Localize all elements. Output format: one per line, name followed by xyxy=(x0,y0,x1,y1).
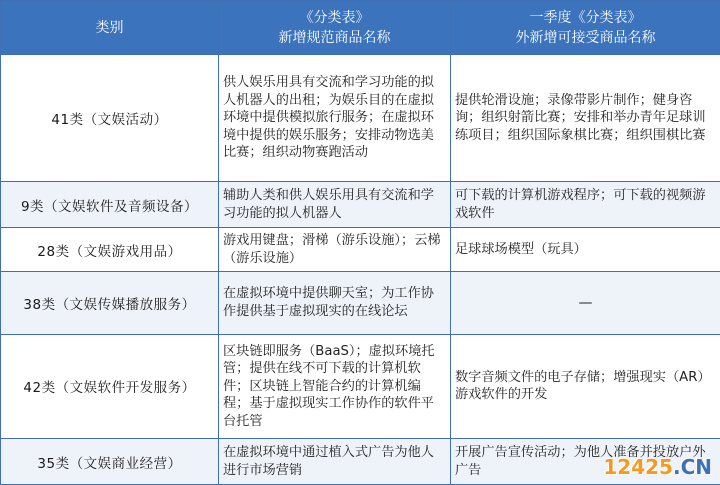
row-acceptable-names: 数字音频文件的电子存储；增强现实（AR）游戏软件的开发 xyxy=(451,334,720,438)
header-acceptable-line2: 外新增可接受商品名称 xyxy=(515,29,656,46)
site-watermark xyxy=(603,455,712,479)
header-category xyxy=(1,1,219,55)
row-standard-names: 在虚拟环境中提供聊天室；为工作协作提供基于虚拟现实的在线论坛 xyxy=(219,272,451,335)
table-row xyxy=(1,55,720,182)
table-row xyxy=(1,272,720,335)
header-standard-line1: 《分类表》 xyxy=(299,9,370,26)
row-standard-names: 区块链即服务（BaaS）；虚拟环境托管；提供在线不可下载的计算机软件；区块链上智能合约的计算机编程；基于虚拟现实工作协作的软件平台托管 xyxy=(219,334,451,438)
row-standard-names: 在虚拟环境中通过植入式广告为他人进行市场营销 xyxy=(219,439,451,485)
row-acceptable-names: 可下载的计算机游戏程序；可下载的视频游戏软件 xyxy=(451,182,720,228)
row-category: 28类（文娱游戏用品） xyxy=(1,228,219,272)
header-standard-names xyxy=(219,1,451,55)
row-category: 9类（文娱软件及音频设备） xyxy=(1,182,219,228)
header-category-label: 类别 xyxy=(95,19,124,36)
header-standard-line2: 新增规范商品名称 xyxy=(278,29,391,46)
header-acceptable-names xyxy=(451,1,720,55)
header-acceptable-line1: 一季度《分类表》 xyxy=(529,9,642,26)
row-acceptable-names: — xyxy=(451,272,720,335)
watermark-digits: 12425 xyxy=(603,455,673,479)
header-row xyxy=(1,1,720,55)
row-category: 38类（文娱传媒播放服务） xyxy=(1,272,219,335)
row-standard-names: 游戏用键盘；滑梯（游乐设施）；云梯（游乐设施） xyxy=(219,228,451,272)
table-row xyxy=(1,334,720,438)
row-acceptable-names: 提供轮滑设施；录像带影片制作；健身咨询；组织射箭比赛；安排和举办青年足球训练项目；组织国际象棋比赛；组织围棋比赛 xyxy=(451,55,720,182)
row-standard-names: 供人娱乐用具有交流和学习功能的拟人机器人的出租；为娱乐目的在虚拟环境中提供模拟旅行服务；在虚拟环境中提供的娱乐服务；安排动物选美比赛；组织动物赛跑活动 xyxy=(219,55,451,182)
table-row xyxy=(1,182,720,228)
watermark-suffix: .CN xyxy=(672,455,712,479)
row-category: 42类（文娱软件开发服务） xyxy=(1,334,219,438)
row-acceptable-names: 足球球场模型（玩具） xyxy=(451,228,720,272)
row-category: 35类（文娱商业经营） xyxy=(1,439,219,485)
row-standard-names: 辅助人类和供人娱乐用具有交流和学习功能的拟人机器人 xyxy=(219,182,451,228)
row-acceptable-names: 开展广告宣传活动；为他人准备并投放户外广告 xyxy=(451,439,720,485)
table-row xyxy=(1,228,720,272)
row-category: 41类（文娱活动） xyxy=(1,55,219,182)
